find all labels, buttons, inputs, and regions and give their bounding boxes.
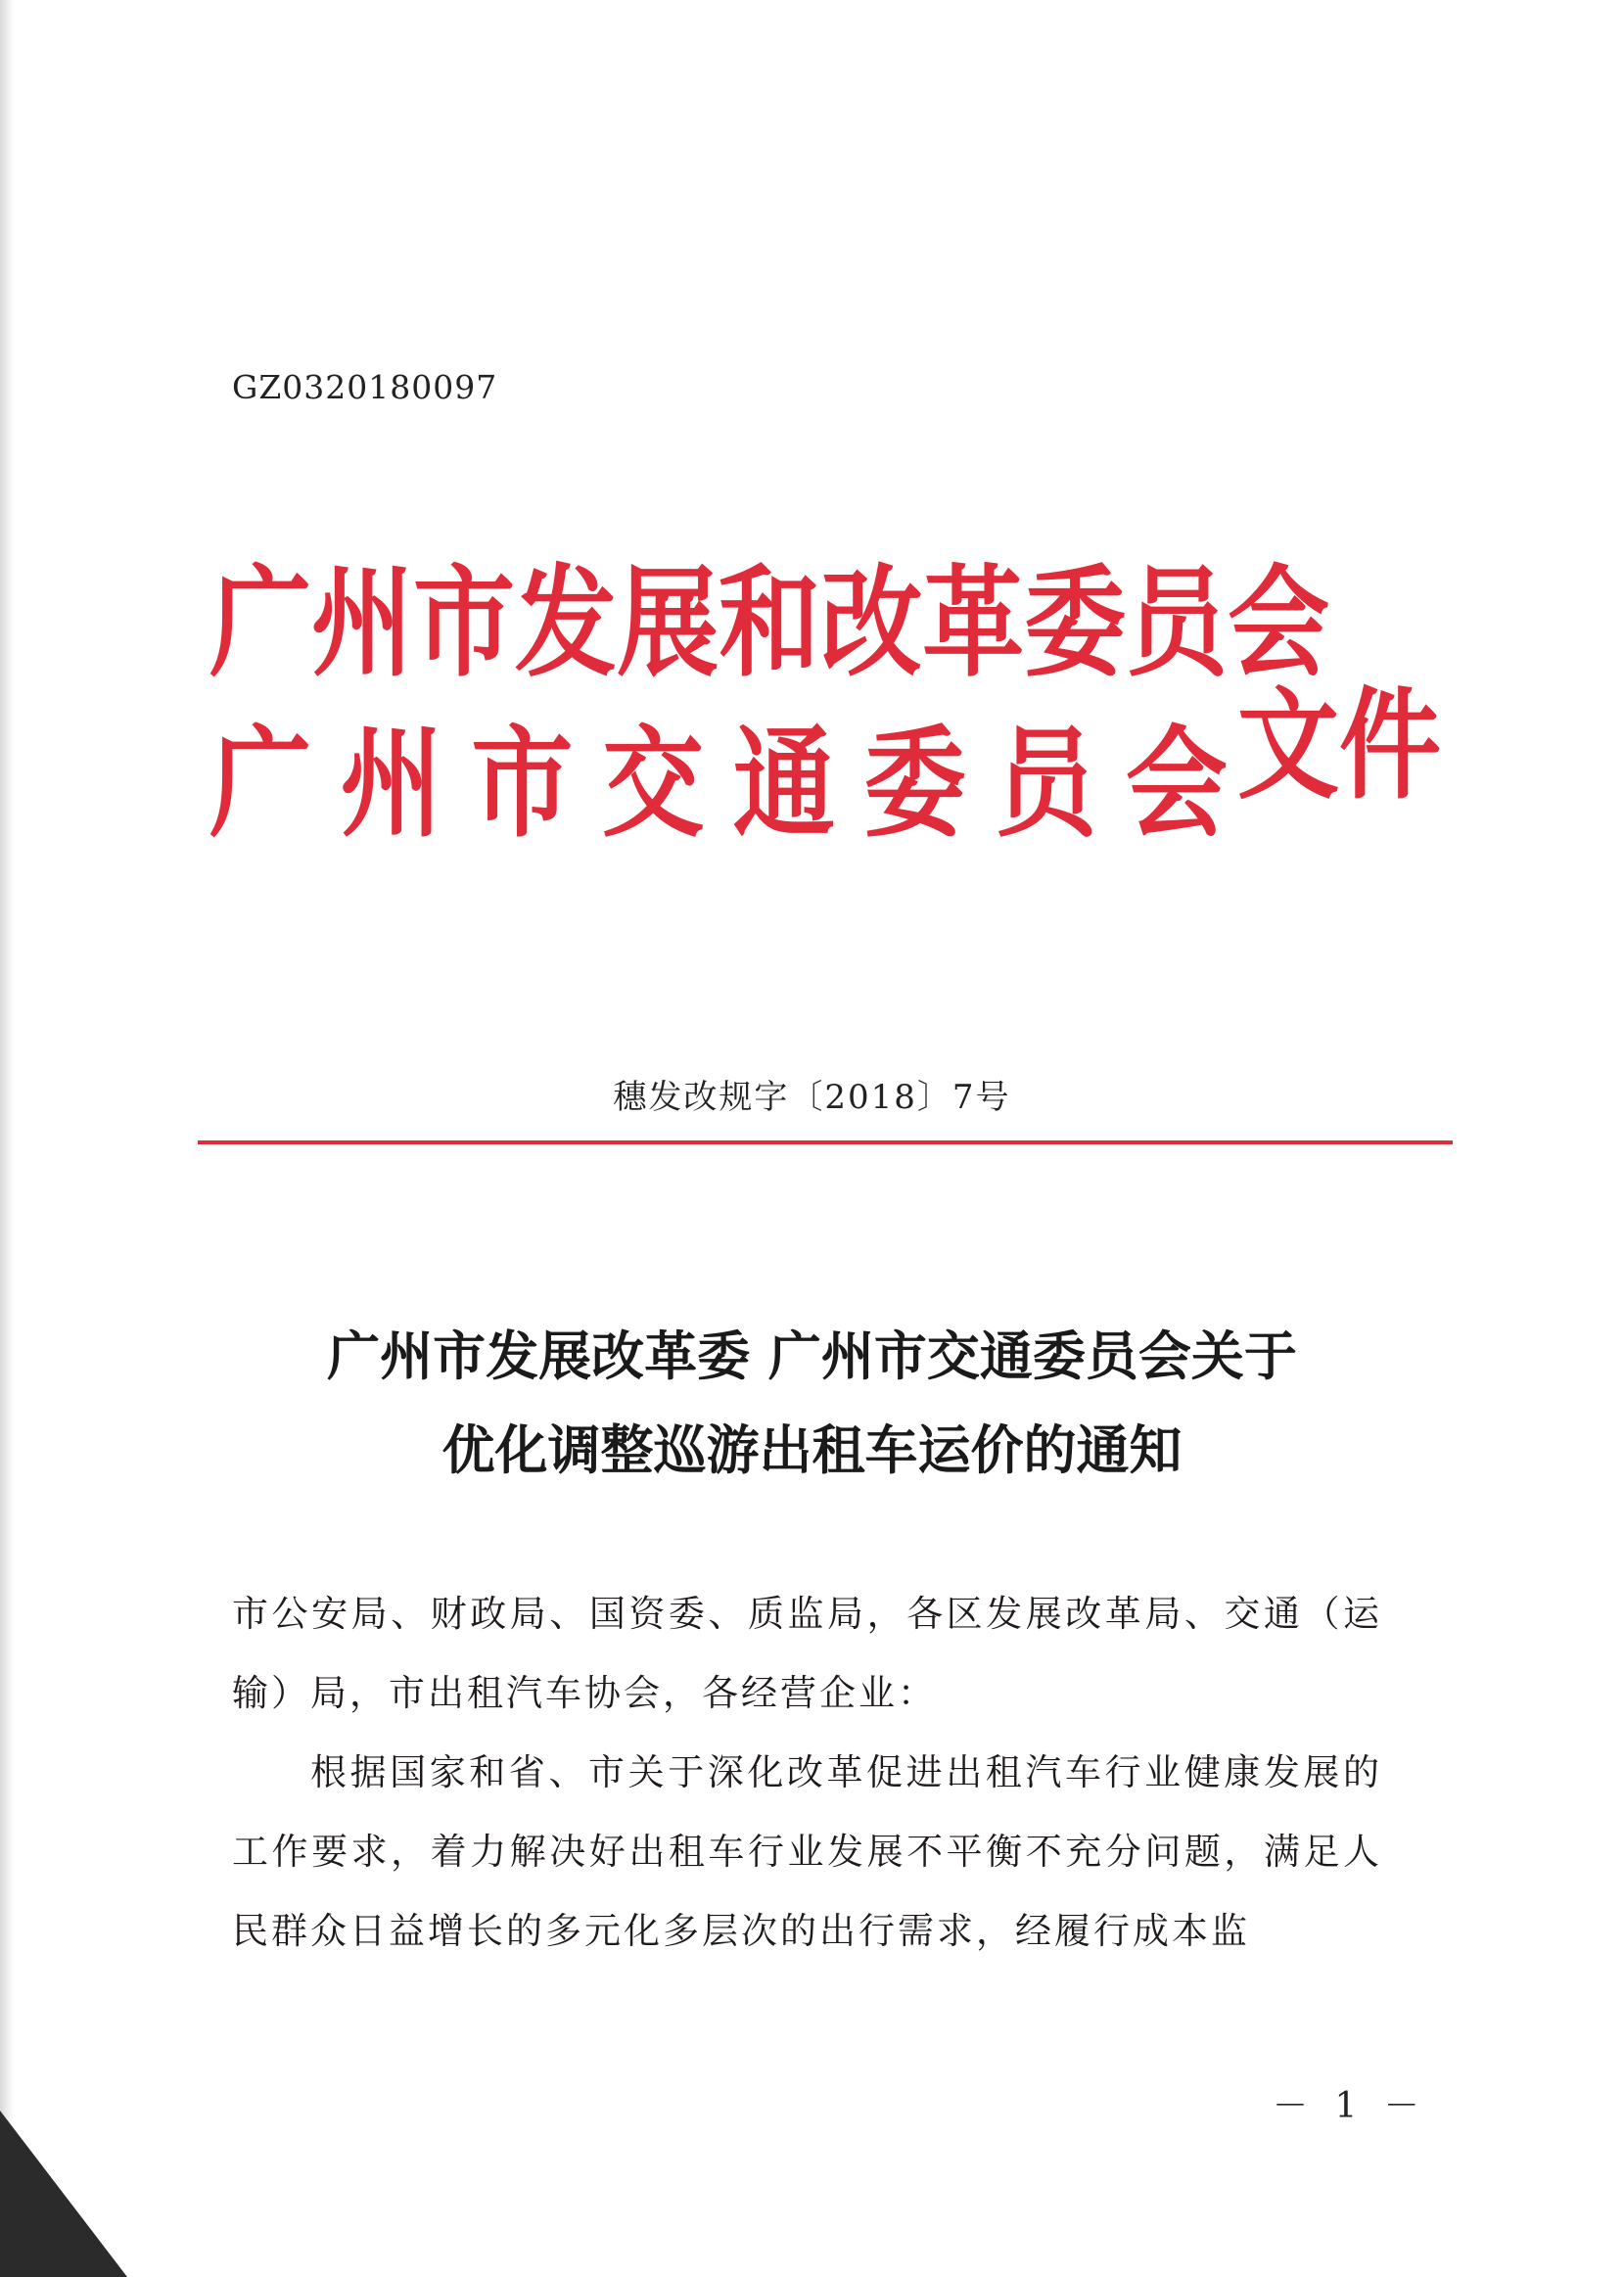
header-char: 交	[602, 713, 705, 855]
header-char: 改	[820, 552, 923, 694]
header-char: 州	[311, 552, 414, 694]
paragraph-1: 根据国家和省、市关于深化改革促进出租汽车行业健康发展的工作要求，着力解决好出租车行业发展不平衡不充分问题，满足人民群众日益增长的多元化多层次的出行需求，经履行成本监	[232, 1751, 1382, 1952]
header-char: 市	[471, 713, 574, 855]
header-line-1	[209, 552, 1330, 720]
document-body	[232, 1574, 1382, 1971]
document-code: GZ0320180097	[232, 368, 498, 406]
header-char: 委	[863, 713, 966, 855]
header-char: 会	[1228, 552, 1330, 694]
document-number: 穗发改规字〔2018〕7号	[613, 1078, 1011, 1117]
page-number: － 1 －	[1273, 2086, 1427, 2126]
recipients: 市公安局、财政局、国资委、质监局，各区发展改革局、交通（运输）局，市出租汽车协会，各经营企业：	[232, 1593, 1382, 1714]
header-char: 州	[340, 713, 442, 855]
header-char: 通	[732, 713, 835, 855]
scan-corner	[0, 2111, 127, 2277]
header-char: 员	[1126, 552, 1229, 694]
header-char: 展	[617, 552, 719, 694]
header-char: 和	[719, 552, 821, 694]
title-line-1: 广州市发展改革委 广州市交通委员会关于	[327, 1325, 1297, 1387]
header-char: 市	[413, 552, 516, 694]
header-char: 广	[209, 713, 312, 855]
scan-edge-shadow	[0, 0, 14, 2277]
header-char: 委	[1024, 552, 1127, 694]
document-title	[0, 1310, 1624, 1498]
red-header	[209, 552, 1330, 857]
header-char: 发	[515, 552, 618, 694]
header-char: 会	[1125, 713, 1228, 855]
header-char: 广	[209, 552, 312, 694]
header-suffix: 文件	[1237, 674, 1442, 816]
header-char: 员	[995, 713, 1097, 855]
title-line-2: 优化调整巡游出租车运价的通知	[441, 1419, 1183, 1481]
header-char: 革	[922, 552, 1025, 694]
header-line-2	[209, 713, 1228, 880]
red-separator-line	[198, 1140, 1453, 1144]
